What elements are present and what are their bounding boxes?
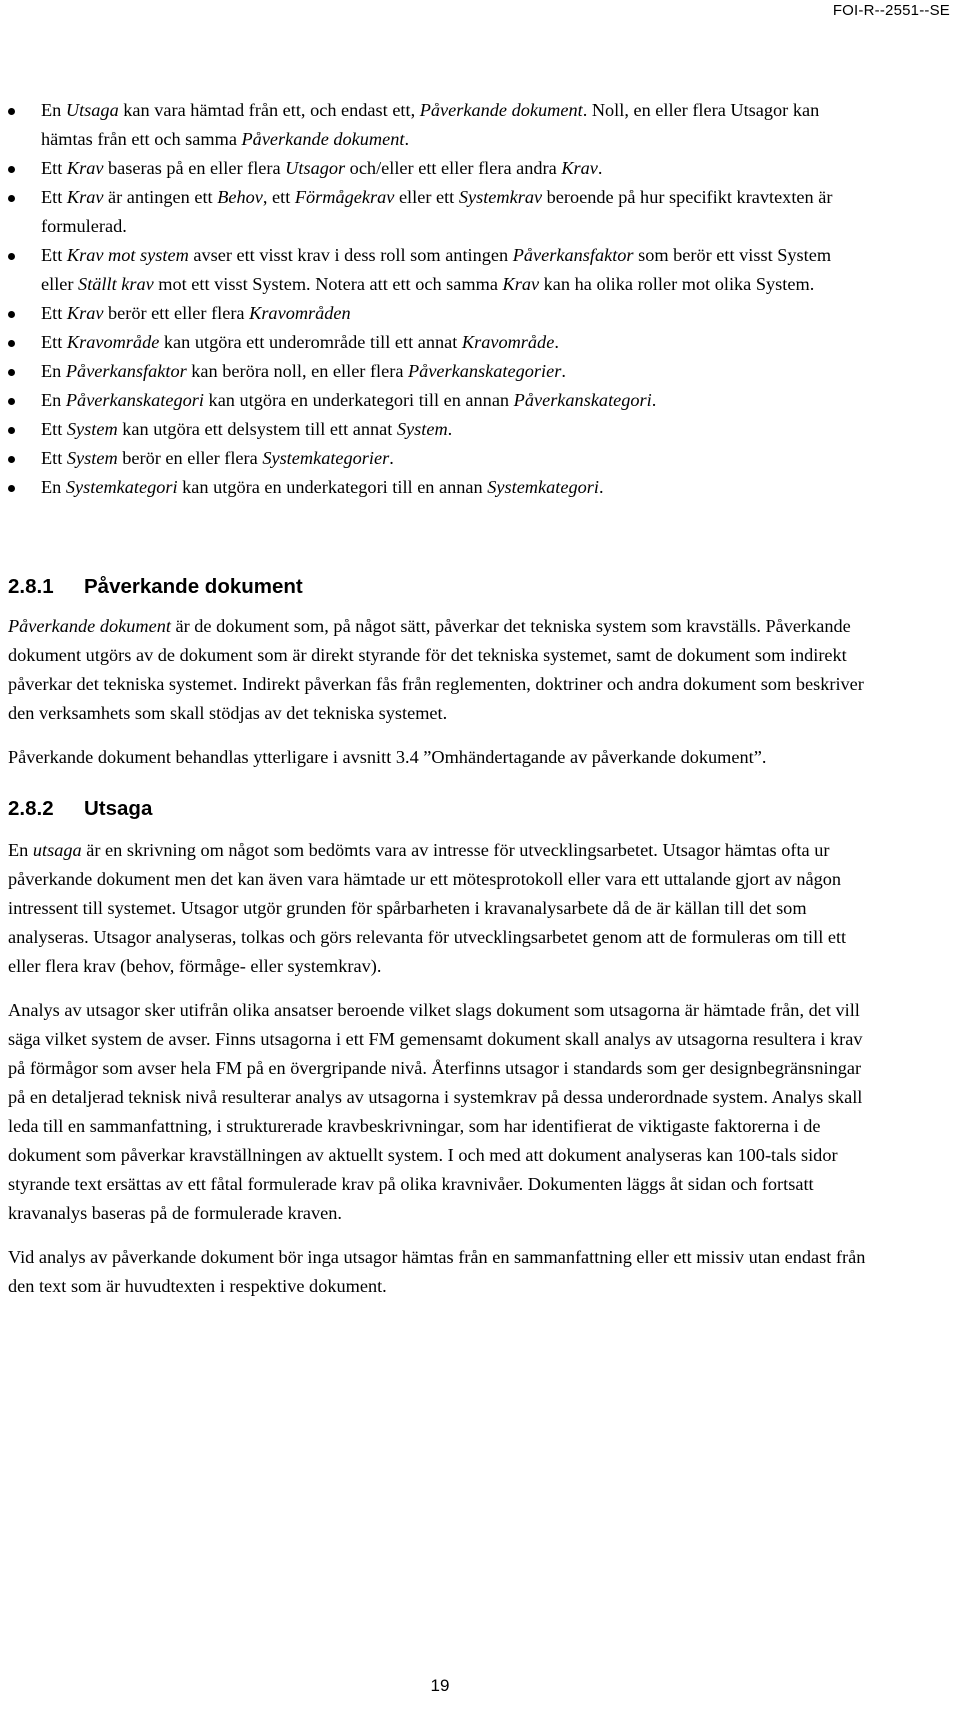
list-item	[8, 415, 868, 444]
italic-term: utsaga	[32, 840, 82, 860]
list-item-text: Ett Krav är antingen ett Behov, ett Förmågekrav eller ett Systemkrav beroende på hur specifikt kravtexten är formulerad.	[41, 187, 833, 236]
paragraph: Påverkande dokument behandlas ytterligare i avsnitt 3.4 ”Omhändertagande av påverkande dokument”.	[8, 747, 767, 767]
list-item	[8, 473, 868, 502]
italic-term: Påverkansfaktor	[65, 361, 187, 381]
italic-term: Krav	[66, 187, 104, 207]
bullet-icon	[8, 195, 15, 202]
italic-term: Ställt krav	[78, 274, 154, 294]
list-item	[8, 299, 868, 328]
page-number: 19	[430, 1676, 450, 1695]
section-title: Påverkande dokument	[84, 575, 303, 598]
italic-term: Utsagor	[285, 158, 346, 178]
section-heading-2-8-2	[8, 795, 868, 823]
bullet-icon	[8, 166, 15, 173]
list-item	[8, 154, 868, 183]
list-item	[8, 241, 868, 299]
italic-term: System	[66, 419, 118, 439]
italic-term: Påverkande dokument	[419, 100, 583, 120]
bullet-icon	[8, 398, 15, 405]
section-heading-2-8-1	[8, 573, 868, 601]
italic-term: Krav	[502, 274, 540, 294]
list-item-text: Ett System kan utgöra ett delsystem till ett annat System.	[41, 419, 453, 439]
list-item-text: En Påverkansfaktor kan beröra noll, en eller flera Påverkanskategorier.	[41, 361, 566, 381]
paragraph: En utsaga är en skrivning om något som bedömts vara av intresse för utvecklingsarbetet. Utsagor hämtas ofta ur påverkande dokument men det kan även vara hämtade ur ett mötesprotokoll eller vara ett uttalande gjort av någon intressent till systemet. Utsagor utgör grunden för spårbarheten i kravanalysarbete då de är källan till det som analyseras. Utsagor analyseras, tolkas och görs relevanta för utvecklingsarbetet genom att de formuleras om till ett eller flera krav (behov, förmåge- eller systemkrav).	[8, 840, 847, 976]
list-item	[8, 444, 868, 473]
section-number: 2.8.1	[8, 575, 54, 598]
italic-term: Kravområden	[249, 303, 351, 323]
list-item	[8, 328, 868, 357]
list-item	[8, 386, 868, 415]
italic-term: Påverkande dokument	[8, 616, 171, 636]
italic-term: Krav	[66, 303, 104, 323]
italic-term: Förmågekrav	[294, 187, 395, 207]
list-item	[8, 96, 868, 154]
list-item	[8, 183, 868, 241]
list-item-text: En Systemkategori kan utgöra en underkategori till en annan Systemkategori.	[41, 477, 604, 497]
list-item-text: En Påverkanskategori kan utgöra en underkategori till en annan Påverkanskategori.	[41, 390, 657, 410]
italic-term: Utsaga	[65, 100, 119, 120]
italic-term: Påverkanskategori	[65, 390, 204, 410]
list-item	[8, 357, 868, 386]
italic-term: Påverkande dokument	[241, 129, 405, 149]
italic-term: Påverkanskategori	[513, 390, 652, 410]
definition-list	[8, 96, 868, 502]
bullet-icon	[8, 485, 15, 492]
page-body	[8, 96, 868, 1316]
section-title: Utsaga	[84, 797, 153, 820]
italic-term: Krav mot system	[66, 245, 189, 265]
italic-term: Krav	[66, 158, 104, 178]
paragraph: Vid analys av påverkande dokument bör inga utsagor hämtas från en sammanfattning eller ett missiv utan endast från den text som är huvudtexten i respektive dokument.	[8, 1247, 866, 1296]
italic-term: Påverkanskategorier	[408, 361, 562, 381]
list-item-text: Ett Krav mot system avser ett visst krav i dess roll som antingen Påverkansfaktor som berör ett visst System eller Ställt krav mot ett visst System. Notera att ett och samma Krav kan ha olika roller mot olika System.	[41, 245, 832, 294]
italic-term: System	[66, 448, 118, 468]
list-item-text: Ett Kravområde kan utgöra ett underområde till ett annat Kravområde.	[41, 332, 559, 352]
bullet-icon	[8, 253, 15, 260]
italic-term: Behov	[217, 187, 263, 207]
bullet-icon	[8, 427, 15, 434]
list-item-text: Ett System berör en eller flera Systemkategorier.	[41, 448, 394, 468]
list-item-text: En Utsaga kan vara hämtad från ett, och endast ett, Påverkande dokument. Noll, en eller flera Utsagor kan hämtas från ett och samma Påverkande dokument.	[41, 100, 820, 149]
italic-term: System	[396, 419, 448, 439]
italic-term: Systemkategori	[487, 477, 599, 497]
paragraph: Påverkande dokument är de dokument som, på något sätt, påverkar det tekniska system som kravställs. Påverkande dokument utgörs av de dokument som är direkt styrande för det tekniska systemet, samt de dokument som indirekt påverkar det tekniska systemet. Indirekt påverkan fås från reglementen, doktriner och andra dokument som beskriver den verksamhets som skall stödjas av det tekniska systemet.	[8, 616, 864, 723]
italic-term: Krav	[561, 158, 598, 178]
bullet-icon	[8, 456, 15, 463]
list-item-text: Ett Krav baseras på en eller flera Utsagor och/eller ett eller flera andra Krav.	[41, 158, 603, 178]
italic-term: Systemkrav	[458, 187, 543, 207]
italic-term: Systemkategori	[65, 477, 178, 497]
bullet-icon	[8, 340, 15, 347]
bullet-icon	[8, 311, 15, 318]
bullet-icon	[8, 369, 15, 376]
section-number: 2.8.2	[8, 797, 54, 820]
bullet-icon	[8, 108, 15, 115]
italic-term: Systemkategorier	[262, 448, 390, 468]
italic-term: Kravområde	[461, 332, 555, 352]
document-reference: FOI-R--2551--SE	[832, 2, 950, 19]
italic-term: Påverkansfaktor	[512, 245, 634, 265]
list-item-text: Ett Krav berör ett eller flera Kravområden	[41, 303, 351, 323]
paragraph: Analys av utsagor sker utifrån olika ansatser beroende vilket slags dokument som utsagorna är hämtade från, det vill säga vilket system de avser. Finns utsagorna i ett FM gemensamt dokument skall analys av utsagorna resultera i krav på förmågor som avser hela FM på en övergripande nivå. Återfinns utsagor i standards som ger designbegränsningar på en detaljerad teknisk nivå resulterar analys av utsagorna i systemkrav på dessa underordnade system. Analys skall leda till en sammanfattning, i strukturerade kravbeskrivningar, som har identifierat de viktigaste faktorerna i de dokument som påverkar kravställningen av aktuellt system. I och med att dokument analyseras kan 100-tals sidor styrande text ersättas av ett fåtal formulerade krav på olika kravnivåer. Dokumenten läggs åt sidan och fortsatt kravanalys baseras på de formulerade kraven.	[8, 1000, 863, 1223]
italic-term: Kravområde	[66, 332, 160, 352]
